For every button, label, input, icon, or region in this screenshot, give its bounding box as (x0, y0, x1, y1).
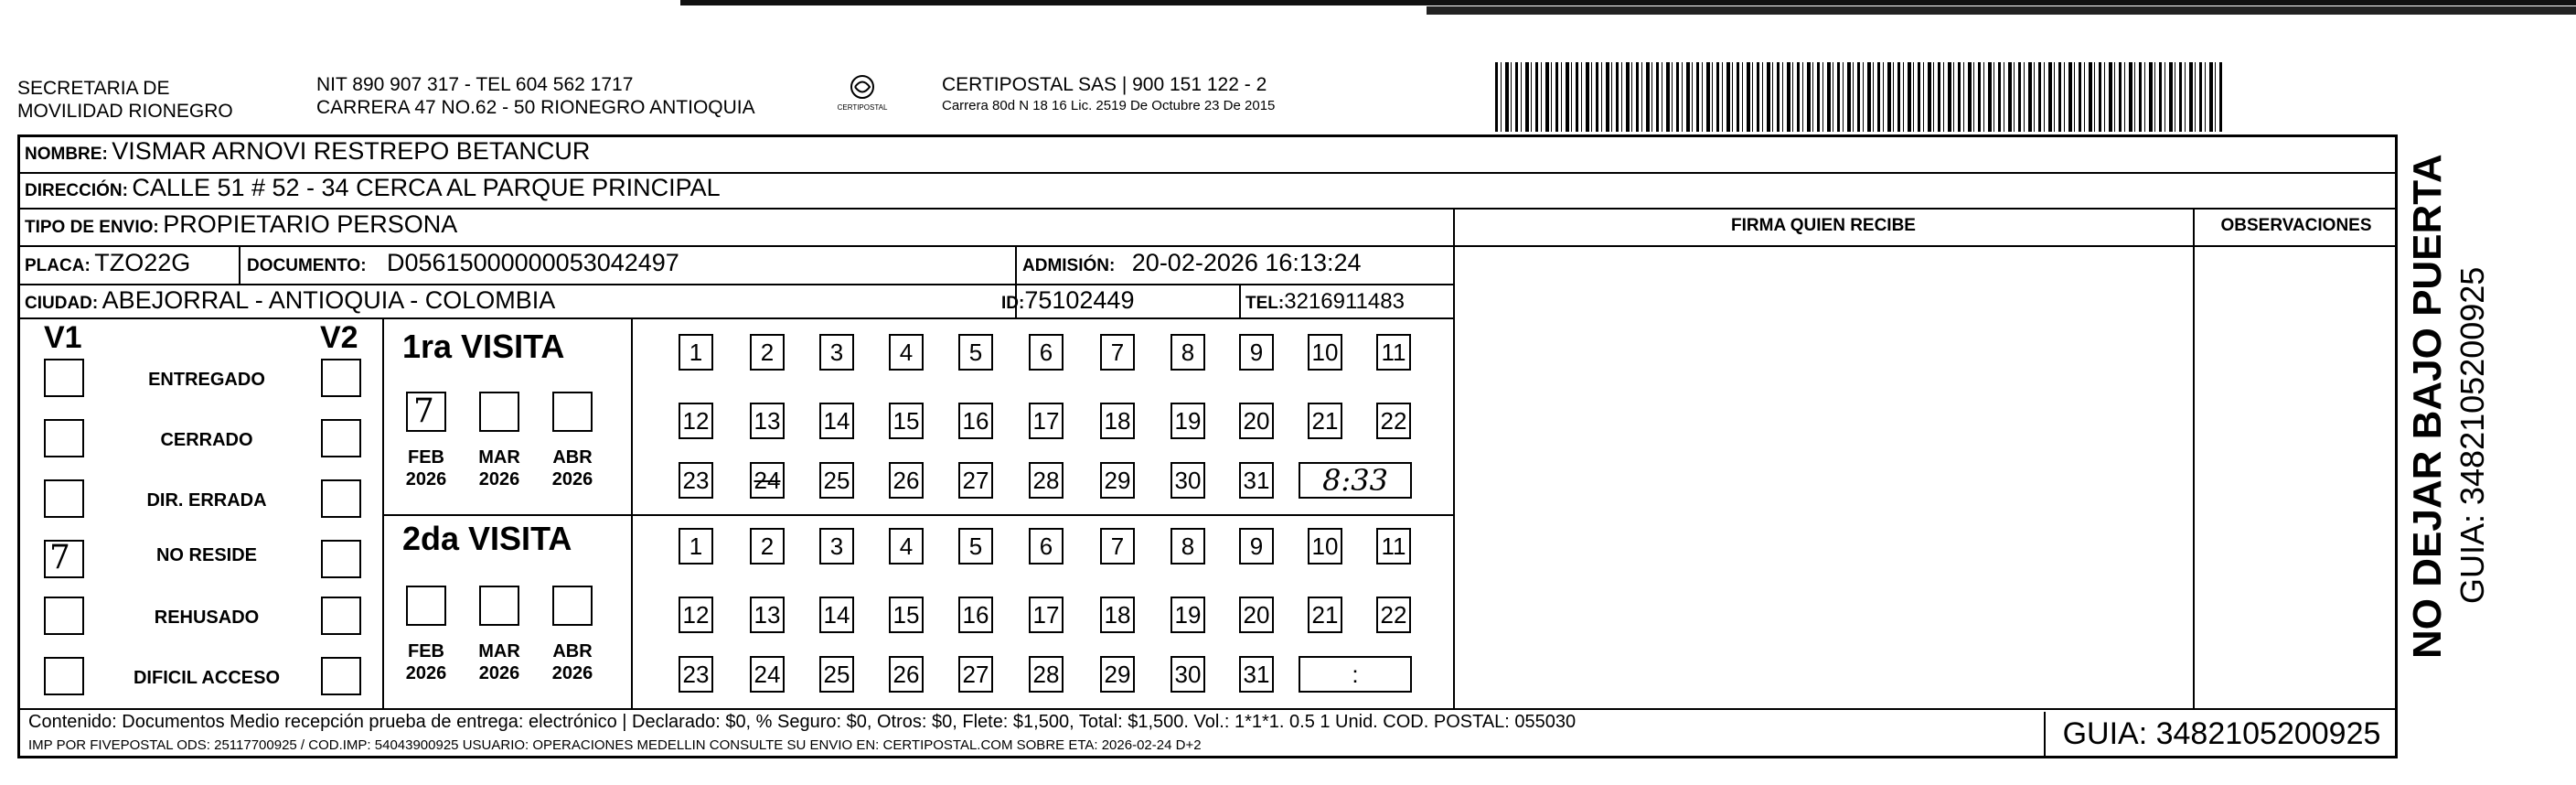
courier-line-1: CERTIPOSTAL SAS | 900 151 122 - 2 (942, 74, 1267, 95)
admision-cell (1022, 249, 1362, 277)
second-visit-month-feb (400, 640, 453, 684)
nit-block (316, 73, 755, 119)
month-name: ABR (552, 447, 593, 468)
first-visit-day-24[interactable]: 24 (750, 462, 785, 499)
rule (382, 318, 384, 709)
id-cell (1001, 286, 1134, 315)
ciudad-cell (25, 286, 555, 315)
second-visit-day-3[interactable]: 3 (819, 528, 854, 565)
first-visit-day-14[interactable]: 14 (819, 403, 854, 439)
second-visit-day-6[interactable]: 6 (1029, 528, 1064, 565)
second-visit-day-9[interactable]: 9 (1239, 528, 1274, 565)
rule (17, 317, 1453, 319)
first-visit-day-27[interactable]: 27 (958, 462, 993, 499)
placa-value: TZO22G (94, 249, 191, 276)
nit-line-1: NIT 890 907 317 - TEL 604 562 1717 (316, 74, 634, 95)
second-visit-day-16[interactable]: 16 (958, 597, 993, 633)
certipostal-logo (826, 73, 899, 112)
firma-label: FIRMA QUIEN RECIBE (1731, 216, 1916, 235)
rule (17, 284, 1453, 285)
second-visit-month-mar (473, 640, 526, 684)
courier-block (942, 73, 1275, 116)
rule (17, 208, 2398, 210)
first-visit-feb-checkbox[interactable] (406, 392, 446, 432)
first-visit-day-7[interactable]: 7 (1100, 334, 1135, 371)
side-notice: NO DEJAR BAJO PUERTA (2405, 154, 2450, 659)
placa-cell (25, 249, 190, 277)
first-visit-day-18[interactable]: 18 (1100, 403, 1135, 439)
side-guia: GUIA: 3482105200925 (2453, 266, 2491, 604)
v1-rehusado-checkbox[interactable] (44, 597, 84, 635)
month-name: FEB (408, 447, 444, 468)
first-visit-day-17[interactable]: 17 (1029, 403, 1064, 439)
v2-label: V2 (320, 320, 358, 355)
second-visit-day-10[interactable]: 10 (1308, 528, 1342, 565)
month-year: 2026 (405, 469, 447, 489)
rule (2193, 209, 2195, 709)
month-year: 2026 (405, 663, 447, 683)
second-visit-day-13[interactable]: 13 (750, 597, 785, 633)
second-visit-day-20[interactable]: 20 (1239, 597, 1274, 633)
barcode (1495, 62, 2222, 132)
v1-no-reside-checkbox[interactable] (44, 540, 84, 578)
first-visit-month-abr (546, 446, 599, 490)
first-visit-day-12[interactable]: 12 (679, 403, 713, 439)
first-visit-mar-checkbox[interactable] (479, 392, 519, 432)
ciudad-label: CIUDAD: (25, 294, 99, 313)
id-value: 75102449 (1024, 286, 1135, 314)
status-entregado: ENTREGADO (148, 370, 265, 390)
v2-rehusado-checkbox[interactable] (321, 597, 361, 635)
month-year: 2026 (478, 663, 520, 683)
v2-dificil-acceso-checkbox[interactable] (321, 657, 361, 695)
second-visit-day-23[interactable]: 23 (679, 656, 713, 693)
month-year: 2026 (551, 663, 593, 683)
second-visit-day-22[interactable]: 22 (1376, 597, 1411, 633)
v1-cerrado-checkbox[interactable] (44, 419, 84, 457)
first-visit-day-28[interactable]: 28 (1029, 462, 1064, 499)
tipo-value: PROPIETARIO PERSONA (163, 210, 458, 238)
second-visit-day-8[interactable]: 8 (1170, 528, 1205, 565)
observaciones-header (2195, 216, 2398, 236)
second-visit-day-18[interactable]: 18 (1100, 597, 1135, 633)
documento-cell (247, 249, 679, 277)
top-border-bar (680, 0, 2576, 5)
v2-entregado-checkbox[interactable] (321, 359, 361, 397)
first-visit-day-1[interactable]: 1 (679, 334, 713, 371)
second-visit-day-28[interactable]: 28 (1029, 656, 1064, 693)
first-visit-day-15[interactable]: 15 (889, 403, 924, 439)
first-visit-day-4[interactable]: 4 (889, 334, 924, 371)
second-visit-day-19[interactable]: 19 (1170, 597, 1205, 633)
tel-label: TEL: (1245, 294, 1285, 313)
courier-line-2: Carrera 80d N 18 16 Lic. 2519 De Octubre 23 De 2015 (942, 98, 1276, 113)
direccion-label: DIRECCIÓN: (25, 181, 128, 200)
second-visit-mar-checkbox[interactable] (479, 586, 519, 626)
first-visit-day-8[interactable]: 8 (1170, 334, 1205, 371)
rule (631, 318, 633, 709)
nombre-label: NOMBRE: (25, 145, 108, 164)
status-rehusado: REHUSADO (154, 608, 260, 628)
first-visit-day-23[interactable]: 23 (679, 462, 713, 499)
first-visit-day-13[interactable]: 13 (750, 403, 785, 439)
documento-value: D05615000000053042497 (387, 249, 679, 276)
first-visit-day-31[interactable]: 31 (1239, 462, 1274, 499)
nombre-row (25, 137, 590, 166)
second-visit-day-11[interactable]: 11 (1376, 528, 1411, 565)
admision-label: ADMISIÓN: (1022, 256, 1116, 275)
first-visit-month-mar (473, 446, 526, 490)
org-line-1: SECRETARIA DE (17, 78, 170, 99)
second-visit-day-29[interactable]: 29 (1100, 656, 1135, 693)
second-visit-day-30[interactable]: 30 (1170, 656, 1205, 693)
v2-cerrado-checkbox[interactable] (321, 419, 361, 457)
second-visit-day-26[interactable]: 26 (889, 656, 924, 693)
org-block (17, 77, 233, 123)
second-visit-day-7[interactable]: 7 (1100, 528, 1135, 565)
second-visit-feb-checkbox[interactable] (406, 586, 446, 626)
first-visit-day-25[interactable]: 25 (819, 462, 854, 499)
tipo-row (25, 210, 457, 239)
first-visit-day-9[interactable]: 9 (1239, 334, 1274, 371)
first-visit-month-feb (400, 446, 453, 490)
tipo-label: TIPO DE ENVIO: (25, 218, 159, 237)
top-border-bar-2 (1427, 6, 2576, 15)
v1-label: V1 (44, 320, 82, 355)
direccion-value: CALLE 51 # 52 - 34 CERCA AL PARQUE PRINCIPAL (132, 174, 721, 201)
first-visit-day-21[interactable]: 21 (1308, 403, 1342, 439)
second-visit-day-27[interactable]: 27 (958, 656, 993, 693)
month-name: MAR (478, 447, 520, 468)
second-visit-day-31[interactable]: 31 (1239, 656, 1274, 693)
month-year: 2026 (478, 469, 520, 489)
first-visit-time-field[interactable]: 8:33 (1299, 462, 1412, 499)
rule (1453, 209, 1455, 709)
second-visit-day-4[interactable]: 4 (889, 528, 924, 565)
first-visit-day-30[interactable]: 30 (1170, 462, 1205, 499)
tel-cell (1245, 289, 1405, 315)
first-visit-title: 1ra VISITA (402, 328, 565, 365)
first-visit-day-6[interactable]: 6 (1029, 334, 1064, 371)
second-visit-day-5[interactable]: 5 (958, 528, 993, 565)
first-visit-day-16[interactable]: 16 (958, 403, 993, 439)
status-cerrado: CERRADO (160, 430, 253, 450)
rule (1239, 284, 1241, 317)
month-year: 2026 (551, 469, 593, 489)
status-dir-errada: DIR. ERRADA (146, 490, 267, 511)
first-visit-day-22[interactable]: 22 (1376, 403, 1411, 439)
rule (384, 514, 1454, 516)
footer-guia: GUIA: 3482105200925 (2044, 712, 2398, 756)
nit-line-2: CARRERA 47 NO.62 - 50 RIONEGRO ANTIOQUIA (316, 97, 755, 118)
admision-value: 20-02-2026 16:13:24 (1131, 249, 1362, 276)
rule (17, 708, 2398, 710)
placa-label: PLACA: (25, 256, 91, 275)
v1-entregado-checkbox[interactable] (44, 359, 84, 397)
id-label: ID: (1001, 294, 1025, 313)
month-name: ABR (552, 641, 593, 661)
month-name: MAR (478, 641, 520, 661)
second-visit-abr-checkbox[interactable] (552, 586, 593, 626)
second-visit-day-14[interactable]: 14 (819, 597, 854, 633)
v1-dificil-acceso-checkbox[interactable] (44, 657, 84, 695)
v2-no-reside-checkbox[interactable] (321, 540, 361, 578)
first-visit-day-20[interactable]: 20 (1239, 403, 1274, 439)
tel-value: 3216911483 (1284, 289, 1405, 314)
ciudad-value: ABEJORRAL - ANTIOQUIA - COLOMBIA (102, 286, 556, 314)
second-visit-day-2[interactable]: 2 (750, 528, 785, 565)
footer-contents: Contenido: Documentos Medio recepción prueba de entrega: electrónico | Declarado: $0, % Seguro: $0, Otros: $0, Flete: $1,500, Total: $1,500. Vol.: 1*1*1. 0.5 1 Unid. COD. POSTAL: 055030 (28, 712, 1577, 732)
second-visit-day-1[interactable]: 1 (679, 528, 713, 565)
first-visit-abr-checkbox[interactable] (552, 392, 593, 432)
second-visit-title: 2da VISITA (402, 520, 572, 557)
second-visit-month-abr (546, 640, 599, 684)
first-visit-day-3[interactable]: 3 (819, 334, 854, 371)
second-visit-day-17[interactable]: 17 (1029, 597, 1064, 633)
org-line-2: MOVILIDAD RIONEGRO (17, 101, 233, 122)
rule (1454, 245, 2398, 247)
v2-dir-errada-checkbox[interactable] (321, 479, 361, 518)
handwritten-month-mark: 7 (413, 392, 434, 430)
rule (239, 246, 240, 285)
observaciones-label: OBSERVACIONES (2220, 216, 2372, 235)
first-visit-day-10[interactable]: 10 (1308, 334, 1342, 371)
logo-icon (844, 73, 881, 101)
second-visit-time-field[interactable]: : (1299, 656, 1412, 693)
first-visit-day-5[interactable]: 5 (958, 334, 993, 371)
v1-dir-errada-checkbox[interactable] (44, 479, 84, 518)
logo-text: CERTIPOSTAL (837, 103, 888, 112)
first-visit-day-11[interactable]: 11 (1376, 334, 1411, 371)
footer-print-info: IMP POR FIVEPOSTAL ODS: 25117700925 / COD.IMP: 54043900925 USUARIO: OPERACIONES MEDELLIN CONSULTE SU ENVIO EN: CERTIPOSTAL.COM SOBRE ETA: 2026-02-24 D+2 (28, 737, 1202, 753)
first-visit-day-26[interactable]: 26 (889, 462, 924, 499)
second-visit-day-25[interactable]: 25 (819, 656, 854, 693)
nombre-value: VISMAR ARNOVI RESTREPO BETANCUR (112, 137, 591, 165)
direccion-row (25, 174, 721, 202)
first-visit-day-29[interactable]: 29 (1100, 462, 1135, 499)
firma-header (1454, 216, 2193, 236)
second-visit-day-24[interactable]: 24 (750, 656, 785, 693)
second-visit-day-12[interactable]: 12 (679, 597, 713, 633)
first-visit-day-19[interactable]: 19 (1170, 403, 1205, 439)
first-visit-day-2[interactable]: 2 (750, 334, 785, 371)
documento-label: DOCUMENTO: (247, 256, 367, 275)
rule (17, 245, 1453, 247)
second-visit-day-21[interactable]: 21 (1308, 597, 1342, 633)
status-dificil-acceso: DIFICIL ACCESO (133, 668, 280, 688)
month-name: FEB (408, 641, 444, 661)
status-no-reside: NO RESIDE (155, 545, 258, 565)
handwritten-check-mark: 7 (49, 539, 70, 576)
second-visit-day-15[interactable]: 15 (889, 597, 924, 633)
